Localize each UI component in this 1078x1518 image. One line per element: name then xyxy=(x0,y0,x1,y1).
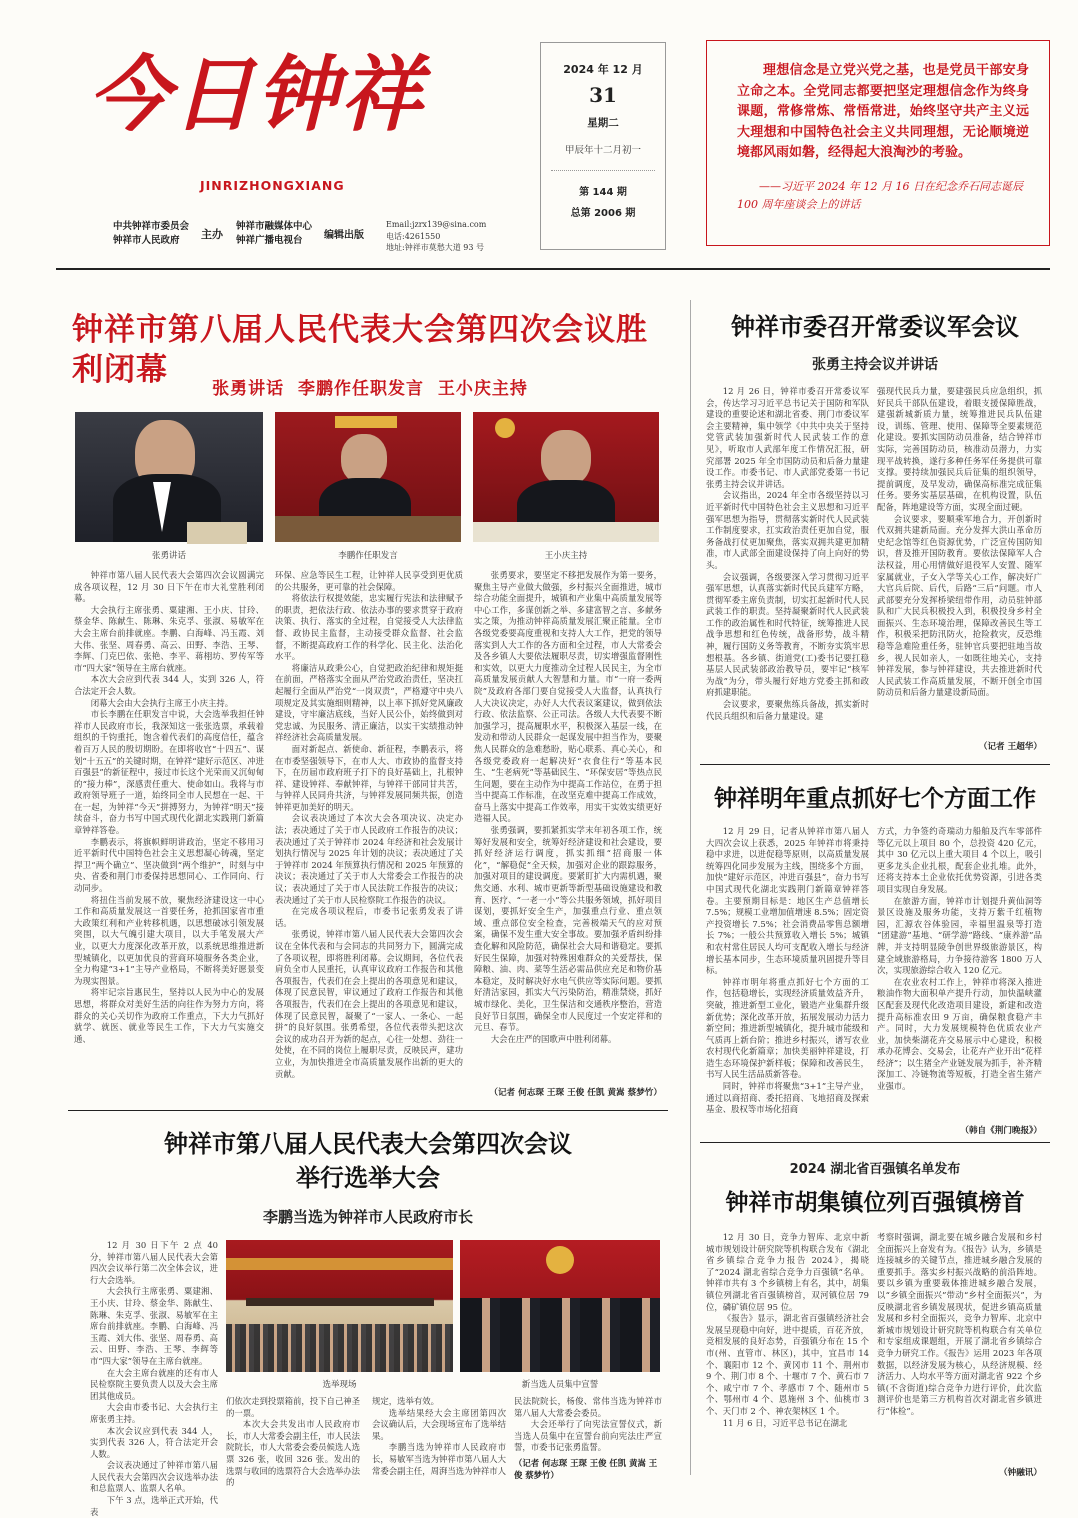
paragraph: 强现代民兵力量，要建强民兵应急组织，抓好民兵干部队伍建设，着眼支援保障胜战，建强新城新质力量，统筹推进民兵队伍建设，训练、管理、使用、保障等全要素规范化建设。要抓实国防动员准备，结合钟祥市实际，完善国防动员，核准动员潜力，力实现平战转换，遂行多种任务军任务提供可靠支撑。要持续加强民兵后征集的组织领导，提前调度，及早发动，确保高标准完成征集任务。要务实基层基础，在机构设置，队伍配备，阵地建设等方面，实现全面过硬。 xyxy=(877,386,1042,512)
publishers xyxy=(236,220,312,248)
paragraph: 在大会主席台就座的还有市人民检察院主要负责人以及大会主席团其他成员。 xyxy=(90,1367,218,1401)
divider-article1 xyxy=(68,1110,668,1111)
paragraph: 规定，选举有效。 xyxy=(372,1396,439,1406)
paragraph: 《报告》显示，湖北省百强镇经济社会发展呈现稳中向好，进中提质，百花齐放，竞相发展的良好态势，百强镇分布在 15 个市(州、直管市、林区)，其中，宜昌市 14 个、襄阳市 12 个、黄冈市 11 个、荆州市 9 个、荆门市 8 个、十堰市 7 个、黄石市 7 个、咸宁市 7 个、孝感市 7 个、随州市 5 个、鄂州市 4 个、恩施州 3 个、仙桃市 3 个、天门市 2 个、神农架林区 1 个。 xyxy=(706,1313,869,1416)
paragraph: 会议要求，要聚焦练兵备战，抓实新时代民兵组织和后备力量建设。建 xyxy=(706,699,869,721)
article3-headline: 钟祥市委召开常委议军会议 xyxy=(731,312,1019,341)
paragraph: 会议指出，2024 年全市各级坚持以习近平新时代中国特色社会主义思想和习近平强军思想为指导，贯彻落实新时代人民武装工作制度要求，扛实政治责任更加自觉，服务备战打仗更加聚焦，落实双拥共建更加精准，市人武部全面建设保持了向上向好的势头。 xyxy=(706,490,869,570)
column-divider xyxy=(690,300,691,1475)
paragraph: 环保、应急等民生工程，让钟祥人民享受到更优质的公共服务，更可靠的社会保障。 xyxy=(275,570,463,592)
paragraph: 会议表决通过了本次大会各项决议、决定办法；表决通过了关于市人民政府工作报告的决议；表决通过了关于钟祥市 2024 年经济和社会发展计划执行情况与 2025 年计划的决议；表决通过了关于钟祥市 2024 年预算执行情况和 2025 年预算的决议；表决通过了关于市人大常委会工作报告的决议；表决通过了关于市人民法院工作报告的决议；表决通过了关于市人民检察院工作报告的决议。 xyxy=(275,813,463,905)
masthead-divider xyxy=(56,268,1050,270)
paragraph: 12 月 26 日，钟祥市委召开常委议军会，传达学习习近平总书记关于国防和军队建设的重要论述和湖北省委、荆门市委议军会主要精神，集中领学《中共中央关于坚持党管武装加强新时代人民武装工作的意见》，听取市人武部年度工作情况汇报，研究部署 2025 年全市国防动员和后备力量建设工作。市委书记、市人武部党委第一书记张勇主持会议并讲话。 xyxy=(706,386,869,489)
publisher-1: 钟祥市融媒体中心 xyxy=(236,221,313,232)
paragraph: 在完成各项议程后，市委书记张勇发表了讲话。 xyxy=(275,906,463,928)
paragraph: 在农业农村工作上，钟祥市将深入推进粮油作物大面积单产提升行动，加快温峡灌区配套及现代化改造项目建设，新建和改造提升高标准农田 9 万亩，确保粮食稳产丰产。同时，大力发展规模特色优质农业产业，加快柴湖花卉交易展示中心建设，积极承办花博会、交易会，让花卉产业开出“花样经济”；以生猪全产业链发展为抓手，补齐精深加工、冷链物流等短板，打造全省生猪产业强市。 xyxy=(877,976,1042,1092)
paragraph: 12 月 30 日，竞争力智库、北京中新城市规划设计研究院等机构联合发布《湖北省乡镇综合竞争力报告 2024》，揭晓了“2024 湖北省综合竞争力百强镇”名单。钟祥市共有 3 个乡镇榜上有名，其中，胡集镇位列湖北省百强镇榜首，双河镇位居 79 位，磷矿镇位居 95 位。 xyxy=(706,1232,869,1312)
article3-subhead: 张勇主持会议并讲话 xyxy=(812,357,938,373)
paragraph: 将廉洁从政秉公心，自觉把政治纪律和规矩挺在前面，严格落实全面从严治党政治责任，坚决扛起履行全面从严治党“一岗双责”，严格遵守中央八项规定及其实施细则精神，以上率下抓好党风廉政建设，守牢廉洁底线，当好人民公仆，始终做到对党忠诚、为民服务、清正廉洁，以实干实绩推动钟祥经济社会高质量发展。 xyxy=(275,662,463,743)
sponsor-2: 钟祥市人民政府 xyxy=(113,235,180,246)
paragraph: 12 月 29 日，记者从钟祥市第八届人大四次会议上获悉，2025 年钟祥市将秉持稳中求进，以进促稳等原则，以高质量发展统筹四化同步发展为主线，围绕多个方面，加快“建好示范区，冲进百强县”，奋力书写中国式现代化湖北实践荆门新篇章钟祥答卷。主要预期目标是：地区生产总值增长 7.5%；规模工业增加值增速 8.5%；固定资产投资增长 7.5%；社会消费品零售总额增长 7%；一般公共预算收入增长 5%；城镇和农村常住居民人均可支配收入增长与经济增长基本同步，生态环境质量巩固提升等目标。 xyxy=(706,826,869,976)
paragraph: 将扭住当前发展不放，聚焦经济建设这一中心工作和高质量发展这一首要任务，抢抓国家省市重大政策红利和产业转移机遇，以思想破冰引领发展突围，以大气魄引建大项目，以大手笔发展大产业，以更大力度深化改革开放，以系统思维推进新型城镇化，以更加优良的营商环境服务各类企业，全力构建“3+1”主导产业格局，不断将美好愿景变为现实图景。 xyxy=(74,894,264,986)
article2-col4 xyxy=(514,1396,662,1456)
photo-election-venue xyxy=(226,1240,453,1372)
article5-col1 xyxy=(706,1232,869,1478)
paragraph: 张勇要求，要坚定不移把发展作为第一要务，聚焦主导产业做大做强，乡村振兴全面推进，城市综合功能全面提升，城镇和产业集中高质量发展等中心工作，多谋创新之举、多建富智之言、多献务实之策，为推动钟祥高质量发展汇聚正能量。全市各级党委要高度重视和支持人大工作，把党的领导落实到人大工作的各方面和全过程，市人大常委会及各乡镇人大要依法履职尽责，切实增强监督刚性和实效，以更大力度推动全过程人民民主，为全市高质量发展贡献人大智慧和力量。市“一府一委两院”及政府各部门要自觉接受人大监督，认真执行人大决议决定，办好人大代表议案建议，做到依法行政、依法监察、公正司法。各级人大代表要不断加强学习，提高履职水平，积极深入基层一线，在发动和带动人民群众一起谋发展中担当作为，要聚焦人民群众的急难愁盼，贴心联系、真心关心，和各级党委政府一起解决好“衣食住行”等基本民生、“生老病死”等基础民生、“环保安居”等热点民生问题，要在主动作为中提高工作站位，在勇于担当中提高工作标准，在改坚克难中提高工作成效，奋马上落实中提高工作效率，用实干实效实绩更好造福人民。 xyxy=(474,570,662,824)
article5-headline: 钟祥市胡集镇位列百强镇榜首 xyxy=(725,1189,1025,1216)
paragraph: 市长李鹏在任职发言中说，大会选举我担任钟祥市人民政府市长，我深知这一张张选票，承载着组织的千钧重托，饱含着代表们的高度信任，蕴含着百万人民的殷切期盼。在即将收官“十四五”、谋划“十五五”的关键时期，在钟祥“建好示范区、冲进百强县”的新征程中，接过市长这个光荣而又沉甸甸的“接力棒”，深感责任重大、使命如山。我将与市政府领导班子一道，始终同全市人民想在一起、干在一起，为钟祥“今天”拼搏努力，为钟祥“明天”接续奋斗，奋力书写中国式现代化湖北实践荆门新篇章钟祥答卷。 xyxy=(74,709,264,836)
article4-col2 xyxy=(877,826,1042,1122)
paragraph: 闭幕大会由大会执行主席王小庆主持。 xyxy=(90,697,234,708)
article1-headline: 钟祥市第八届人民代表大会第四次会议胜利闭幕 xyxy=(72,312,648,388)
quote-box xyxy=(706,40,1050,246)
date-block xyxy=(540,42,666,250)
paragraph: 在旅游方面，钟祥市计划提升黄仙洞等景区设施及服务功能，支持万紫千红植物园，汇源农谷体验园，幸福里温泉等打造 “团建游”基地、“研学游”路线、“康养游”品牌，并支持明显陵争创世界级旅游景区，构建全域旅游格局，力争接待游客 1800 万人次，实现旅游综合收入 120 亿元。 xyxy=(877,895,1042,976)
pinyin: JINRIZHONGXIANG xyxy=(200,178,345,193)
address: 地址:钟祥市莫愁大道 93 号 xyxy=(386,243,484,252)
article5-col2 xyxy=(877,1232,1042,1464)
paragraph: 会议要求，要顺乘军地合力，开创新时代双拥共建新局面。充分发挥大洪山革命历史纪念馆等红色资源优势，广泛宣传国防知识，普及推开国防教育。要依法保障军人合法权益，用心用情做好退役军人安置、随军家属就业，子女入学等关心工作，解决好广大官兵后院、后代，后路“三后”问题。市人武部要充分发挥桥梁纽带作用，动员驻钟部队和广大民兵积极投入到，积极投身乡村全面振兴、生态环境治理，保障改善民生等工作，积极采把防汛防火，抢险救灾，反恐维稳等急难险重任务，驻钟官兵要把驻地当故乡，视人民如亲人，一如既往地关心，支持钟祥发展，参与钟祥建设，共去推进新时代人民武装工作高质量发展，不断开创全市国防动员和后备力量建设新局面。 xyxy=(877,513,1042,698)
paragraph: 将牢记宗旨惠民生，坚持以人民为中心的发展思想，将群众对美好生活的向往作为努力方向，将群众的关心关切作为政府工作重点，下大力气抓好就学、就医、就业等民生工作，下大力气实施交通、 xyxy=(74,987,264,1044)
article3-signature: （记者 王超华） xyxy=(978,742,1042,752)
paragraph: 李鹏表示，将旗帜鲜明讲政治，坚定不移用习近平新时代中国特色社会主义思想凝心铸魂，坚定捍卫“两个确立”、坚决做到“两个维护”，时刻与中央、省委和荆门市委保持思想同心、工作同向、行动同步。 xyxy=(74,836,264,894)
paragraph: 会议强调，各级要深入学习贯彻习近平强军思想，认真落实新时代民兵建军方略，贯彻军委主席负责制，切实扛起新时代人民武装工作的职责。坚持凝聚新时代人民武装工作的政治属性和时代特征，统筹推进人民战争思想和红色传统，战备形势，战斗精神，履行国防义务等教育，不断夯实筑牢思想根基。各乡镇、街道党(工)委书记要扛稳基层人民武装部政治教导员，要牢记“核军为战”为分，带头履行好地方党委主抓和政府抓建职能。 xyxy=(706,571,869,698)
paragraph: 大会还举行了向宪法宣誓仪式，新当选人员集中在宣誓台前向宪法庄严宣誓，市委书记张勇监誓。 xyxy=(514,1419,662,1453)
publishers-role: 编辑出版 xyxy=(324,230,364,241)
paragraph: 大会执行主席张勇、粟建湘、王小庆、甘玲、蔡金华、陈献生、陈琳、朱克孚、张淑、易敏军在主席台前排就座。李鹏、白海峰、冯玉霞、刘大伟、张坚、周春勇、高云、田野、李浩、王琴、李辉等市“四大家”领导在主席台就座。 xyxy=(90,1286,218,1366)
photo-li-peng xyxy=(275,412,461,542)
article1-col2 xyxy=(275,570,463,1100)
paragraph: 大会执行主席张勇、粟建湘、王小庆、甘玲、蔡金华、陈献生、陈琳、朱克孚、张淑、易敏军在大会主席台前排就座。李鹏、白海峰、冯玉霞、刘大伟、张坚、周春勇、高云、田野、李浩、王琴、李辉、门克巴依、张艳、李平、蒋栩坊、罗传军等市“四大家”领导在主席台就座。 xyxy=(74,604,264,673)
article2-subhead: 李鹏当选为钟祥市人民政府市长 xyxy=(262,1208,473,1226)
caption-photo-1: 张勇讲话 xyxy=(151,551,186,561)
article1-col3 xyxy=(474,570,662,1084)
contact-info xyxy=(386,219,486,254)
paragraph: 11 月 6 日，习近平总书记在湖北 xyxy=(722,1417,848,1428)
paragraph: 方式，力争签约奇瑞动力船舶及汽车零部件等亿元以上项目 80 个，总投资 420 亿元，其中 30 亿元以上重大项目 4 个以上，吸引更多龙头企业扎根，配套企业扎堆。此外，还将支持本土企业依托优势资源，引进各类项目实现自身发展。 xyxy=(877,826,1042,894)
paragraph: 本次大会应到代表 344 人，实到 326 人，符合法定开会人数。 xyxy=(74,674,264,696)
divider-article4 xyxy=(700,1142,1050,1143)
paragraph: 本次大会共发出市人民政府市长，市人大常委会副主任，市人民法院院长，市人大常委会委员候选人选票 326 张，收回 326 张。发出的选票与收回的选票符合大会选举办法的 xyxy=(226,1419,360,1488)
paragraph: 张勇说，钟祥市第八届人民代表大会第四次会议在全体代表和与会同志的共同努力下，圆满完成了各项议程，即将胜利闭幕。会议期间，各位代表肩负全市人民重托，认真审议政府工作报告和其他各项报告，代表们在会上提出的各项意见和建议，体现了民意民智，审议通过了政府工作报告和其他各项报告，代表们在会上提出的各项意见和建议，体现了民意民智，凝聚了“一家人、一条心、一起拼”的良好氛围。张勇希望，各位代表带头把这次会议的成功召开为新的起点，心往一处想、劲往一处使，在不同的岗位上履职尽责，反映民声，建功立业，为加快推进全市高质量发展作出新的更大的贡献。 xyxy=(275,929,463,1079)
article2-headline-line2: 举行选举大会 xyxy=(296,1163,440,1192)
paragraph: 下午 3 点，选举正式开始，代表 xyxy=(90,1495,218,1517)
divider-article3 xyxy=(700,764,1050,765)
caption-photo-2: 李鹏作任职发言 xyxy=(338,551,398,561)
logo: 今日钟祥 xyxy=(88,47,424,143)
caption-election-venue: 选举现场 xyxy=(322,1380,357,1390)
issue-number: 第 144 期 xyxy=(579,187,627,198)
sponsor-1: 中共钟祥市委员会 xyxy=(113,221,190,232)
date-day: 31 xyxy=(589,83,617,107)
paragraph: 考察时强调，湖北要在城乡融合发展和乡村全面振兴上奋发有为。《报告》认为，乡镇是连接城乡的关键节点，推进城乡融合发展的重要抓手。落实乡村振兴战略的前沿阵地。要以乡镇为重要载体推进城乡融合发展，以“乡镇全面振兴”带动“乡村全面振兴”，为反映湖北省乡镇发展现状，促进乡镇高质量发展和乡村全面振兴，竞争力智库、北京中新城市规划设计研究院等机构联合有关单位和专家组成课题组，开展了湖北省乡镇综合竞争力研究工作。《报告》运用 2023 年各项数据，以经济发展为核心，从经济规模、经济活力、人均水平等方面对湖北省 922 个乡镇(不含街道)综合竞争力进行评价，此次监测评价也是第三方机构首次对湖北省乡镇进行“体检”。 xyxy=(877,1232,1042,1416)
paragraph: 大会由市委书记、大会执行主席张勇主持。 xyxy=(90,1402,218,1424)
article5-kicker: 2024 湖北省百强镇名单发布 xyxy=(789,1162,961,1177)
email: Email:jzrx139@sina.com xyxy=(386,220,487,229)
article1-col1 xyxy=(74,570,264,1100)
paragraph: 本次会议应到代表 344 人，实到代表 326 人，符合法定开会人数。 xyxy=(90,1425,218,1459)
article4-col1 xyxy=(706,826,869,1136)
article3-col2 xyxy=(877,386,1042,736)
date-weekday: 星期二 xyxy=(587,117,619,129)
paragraph: 选举结果经大会主席团第四次会议确认后，大会现场宣布了选举结果。 xyxy=(372,1407,506,1441)
quote-source: ——习近平 2024 年 12 月 16 日在纪念乔石同志诞辰 100 周年座谈会上的讲话 xyxy=(737,179,1023,211)
paragraph: 李鹏当选为钟祥市人民政府市长，易敏军当选为钟祥市第八届人大常委会副主任，周湃当选为钟祥市人 xyxy=(372,1442,506,1476)
article2-col2 xyxy=(226,1396,360,1486)
total-issue: 总第 2006 期 xyxy=(570,208,636,219)
article2-headline-line1: 钟祥市第八届人民代表大会第四次会议 xyxy=(164,1129,572,1158)
article4-headline: 钟祥明年重点抓好七个方面工作 xyxy=(714,785,1036,812)
paragraph: 钟祥市明年将重点抓好七个方面的工作，包括稳增长，实现经济质量效益齐升，突破，推进新型工业化，锻造产业集群升级新优势；深化改革开放，拓展发展动力活力新空间；推进新型城镇化，提升城市能级和气质再上新台阶；推进乡村振兴，谱写农业农村现代化新篇章；加快美丽钟祥建设，打造生态环境保护新样板；保障和改善民生，书写人民生活品质新答卷。 xyxy=(706,976,869,1080)
phone: 电话:4261550 xyxy=(386,231,441,241)
paragraph: 会议表决通过了钟祥市第八届人民代表大会第四次会议选举办法和总监票人、监票人名单。 xyxy=(90,1460,218,1494)
paragraph: 将依法行权提效能，忠实履行宪法和法律赋予的职责，把依法行政、依法办事的要求贯穿于政府决策、执行、落实的全过程，自觉接受人大法律监督、政协民主监督，主动接受群众监督、社会监督，不断提高政府工作的科学化、民主化、法治化水平。 xyxy=(275,593,463,662)
paragraph: 钟祥市第八届人民代表大会第四次会议圆满完成各项议程，12 月 30 日下午在市大礼堂胜利闭幕。 xyxy=(74,570,264,604)
paragraph: 们依次走到投票箱前，投下自己神圣的一票。 xyxy=(226,1396,360,1418)
article4-signature: （韩自《荆门晚报》） xyxy=(960,1126,1042,1136)
caption-photo-3: 王小庆主持 xyxy=(544,551,588,561)
date-lunar: 甲辰年十二月初一 xyxy=(564,145,641,156)
article2-col1 xyxy=(90,1240,218,1517)
photo-wang-xiaoqing xyxy=(473,412,659,542)
caption-oath: 新当选人员集中宣誓 xyxy=(521,1380,599,1390)
paragraph: 民法院院长，杨俊、常伟当选为钟祥市第八届人大常委会委员。 xyxy=(514,1396,662,1418)
article1-subhead: 张勇讲话 李鹏作任职发言 王小庆主持 xyxy=(212,379,528,399)
paragraph: 大会在庄严的国歌声中胜利闭幕。 xyxy=(490,1033,617,1044)
article2-col3 xyxy=(372,1396,506,1486)
date-year-month: 2024 年 12 月 xyxy=(563,63,643,76)
paragraph: 同时，钟祥市将聚焦“3+1”主导产业，通过以商招商、委托招商、飞地招商及探索基金、股权等市场化招商 xyxy=(706,1081,869,1115)
paragraph: 12 月 30 日下午 2 点 40 分，钟祥市第八届人民代表大会第四次会议举行第二次全体会议，进行大会选举。 xyxy=(90,1240,218,1285)
publisher-2: 钟祥广播电视台 xyxy=(236,235,303,246)
paragraph: 面对新起点、新使命、新征程，李鹏表示，将在市委坚强领导下，在市人大、市政协的监督支持下，在历届市政府班子打下的良好基础上，扎根钟祥、建设钟祥、奉献钟祥，与钟祥干部同甘共苦，与钟祥人民同舟共济，与钟祥发展同频共振，创造钟祥更加美好的明天。 xyxy=(275,743,463,812)
article5-signature: （钟融讯） xyxy=(999,1468,1042,1478)
article1-signature: （记者 何志琛 王琛 王俊 任凯 黄嵩 蔡梦竹） xyxy=(489,1088,662,1098)
article2-signature: （记者 何志琛 王琛 王俊 任凯 黄嵩 王俊 蔡梦竹） xyxy=(514,1458,658,1480)
sponsors xyxy=(113,220,189,248)
quote-text: 理想信念是立党兴党之基，也是党员干部安身立命之本。全党同志都要把坚定理想信念作为终身课题，常修常炼、常悟常进，始终坚守共产主义远大理想和中国特色社会主义共同理想，无论顺境逆境都风雨如磐，经得起大浪淘沙的考验。 xyxy=(737,63,1029,160)
sponsors-role: 主办 xyxy=(201,228,223,241)
paragraph: 张勇强调，要抓紧抓实学末年初各项工作，统筹好发展和安全，统筹好经济建设和社会建设，要抓好经济运行调度，抓实抓细“招商服一体化”，“解稳促”全天候，加强对企业的跟踪服务，加强对项目的建设调度。要紧盯扩大内需机遇，聚焦交通、水利、城市更新等新型基础设施建设和教育、医疗、“一老一小”等公共服务领域，抓好项目谋划，要抓好安全生产，加强重点行业、重点领域、重点部位安全检查，完善极端天气的应对预案，确保不发生重大安全事故。要加强矛盾纠纷排查化解和风险防范，确保社会大局和谐稳定。要抓好民生保障，加强对特殊困难群众的关爱帮扶，保障粮、油、肉、菜等生活必需品供应充足和物价基本稳定，及时解决好水电气供应等实际问题。要抓好清洁家园，抓实大气污染防治，精准禁烧，抓好城市绿化、美化，卫生保洁和交通秩序整治，营造良好节日氛围，确保全市人民度过一个安定祥和的元旦、春节。 xyxy=(474,825,662,1033)
article3-col1 xyxy=(706,386,869,750)
photo-oath-ceremony xyxy=(460,1240,660,1372)
photo-zhang-yong xyxy=(75,412,263,542)
